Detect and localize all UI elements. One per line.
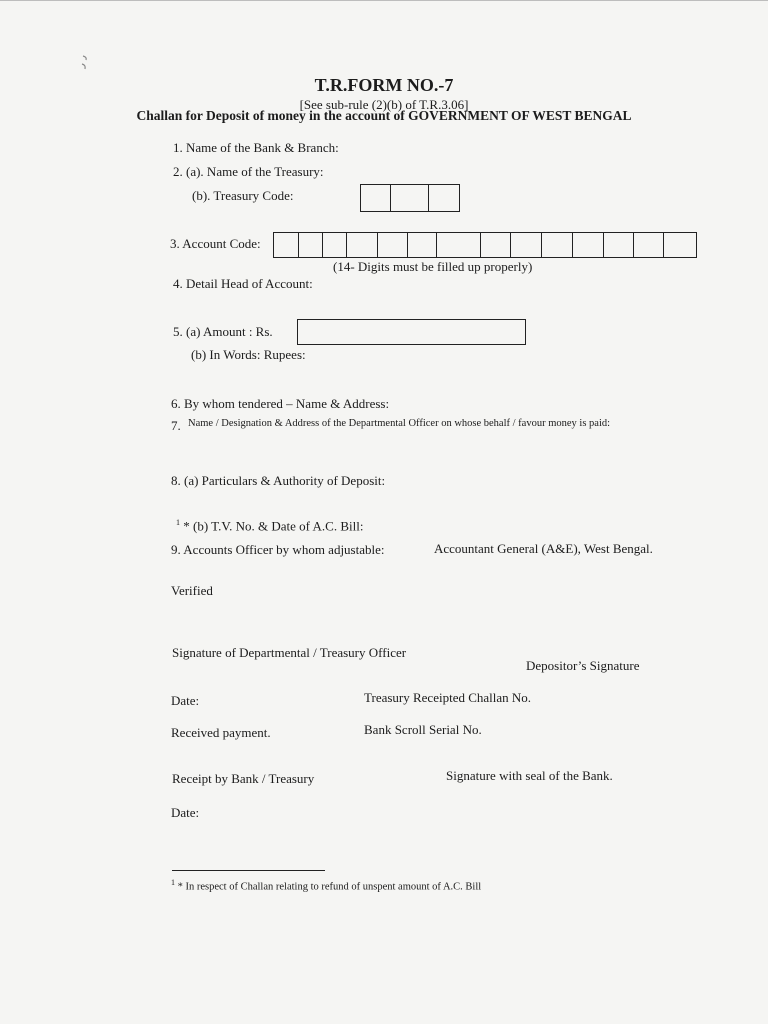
- field-tendered-by: 6. By whom tendered – Name & Address:: [171, 396, 390, 411]
- footnote-text: * In respect of Challan relating to refund of unspent amount of A.C. Bill: [177, 881, 482, 893]
- verified-label: Verified: [171, 583, 213, 598]
- bank-scroll-serial: Bank Scroll Serial No.: [364, 722, 482, 737]
- form-subrule: [See sub-rule (2)(b) of T.R.3.06]: [299, 97, 469, 112]
- tv-footnote-ref: 1: [176, 518, 180, 527]
- field-bank-branch: 1. Name of the Bank & Branch:: [173, 140, 339, 155]
- field-treasury-code: (b). Treasury Code:: [192, 188, 294, 203]
- field-particulars: 8. (a) Particulars & Authority of Deposit:: [171, 473, 386, 488]
- field-dept-officer-num: 7.: [171, 418, 181, 433]
- page-top-edge: [0, 0, 768, 1]
- field-accounts-officer: 9. Accounts Officer by whom adjustable:: [171, 542, 385, 557]
- treasury-challan-no: Treasury Receipted Challan No.: [364, 690, 532, 705]
- account-code-cell[interactable]: [299, 233, 323, 257]
- amount-input-box[interactable]: [297, 319, 526, 345]
- receipt-by-bank: Receipt by Bank / Treasury: [172, 771, 315, 786]
- account-code-cell[interactable]: [481, 233, 511, 257]
- account-code-note: (14- Digits must be filled up properly): [333, 259, 533, 274]
- date-label-1: Date:: [171, 693, 200, 708]
- footnote-marker: 1: [171, 878, 175, 887]
- punch-mark-icon: [80, 54, 90, 72]
- form-heading: Challan for Deposit of money in the account of GOVERNMENT OF WEST BENGAL: [136, 108, 632, 123]
- bank-seal-signature: Signature with seal of the Bank.: [446, 768, 613, 783]
- field-amount-words: (b) In Words: Rupees:: [191, 347, 306, 362]
- account-code-cell[interactable]: [347, 233, 378, 257]
- treasury-code-cell[interactable]: [361, 185, 391, 211]
- account-code-cell[interactable]: [511, 233, 542, 257]
- treasury-code-cell[interactable]: [429, 185, 459, 211]
- field-dept-officer: Name / Designation & Address of the Departmental Officer on whose behalf / favour money is paid:: [188, 418, 611, 429]
- account-code-cell[interactable]: [437, 233, 481, 257]
- account-code-boxes[interactable]: [273, 232, 697, 258]
- account-code-cell[interactable]: [408, 233, 437, 257]
- account-code-cell[interactable]: [604, 233, 634, 257]
- treasury-code-cell[interactable]: [391, 185, 429, 211]
- date-label-2: Date:: [171, 805, 200, 820]
- field-tv-no: [176, 518, 363, 534]
- field-tv-no-text: * (b) T.V. No. & Date of A.C. Bill:: [183, 518, 364, 534]
- dept-officer-signature: Signature of Departmental / Treasury Officer: [172, 645, 407, 660]
- account-code-cell[interactable]: [573, 233, 604, 257]
- account-code-cell[interactable]: [664, 233, 696, 257]
- account-code-cell[interactable]: [323, 233, 347, 257]
- form-title: T.R.FORM NO.-7: [314, 75, 454, 95]
- field-amount: 5. (a) Amount : Rs.: [173, 324, 273, 339]
- account-code-cell[interactable]: [274, 233, 299, 257]
- field-detail-head: 4. Detail Head of Account:: [173, 276, 313, 291]
- field-account-code: 3. Account Code:: [170, 236, 261, 251]
- account-code-cell[interactable]: [378, 233, 408, 257]
- received-payment: Received payment.: [171, 725, 271, 740]
- accounts-officer-value: Accountant General (A&E), West Bengal.: [434, 541, 653, 556]
- field-treasury-name: 2. (a). Name of the Treasury:: [173, 164, 324, 179]
- footnote: [171, 878, 481, 893]
- account-code-cell[interactable]: [542, 233, 573, 257]
- depositor-signature: Depositor’s Signature: [526, 658, 640, 673]
- account-code-cell[interactable]: [634, 233, 664, 257]
- treasury-code-boxes[interactable]: [360, 184, 460, 212]
- footnote-divider: [172, 870, 325, 871]
